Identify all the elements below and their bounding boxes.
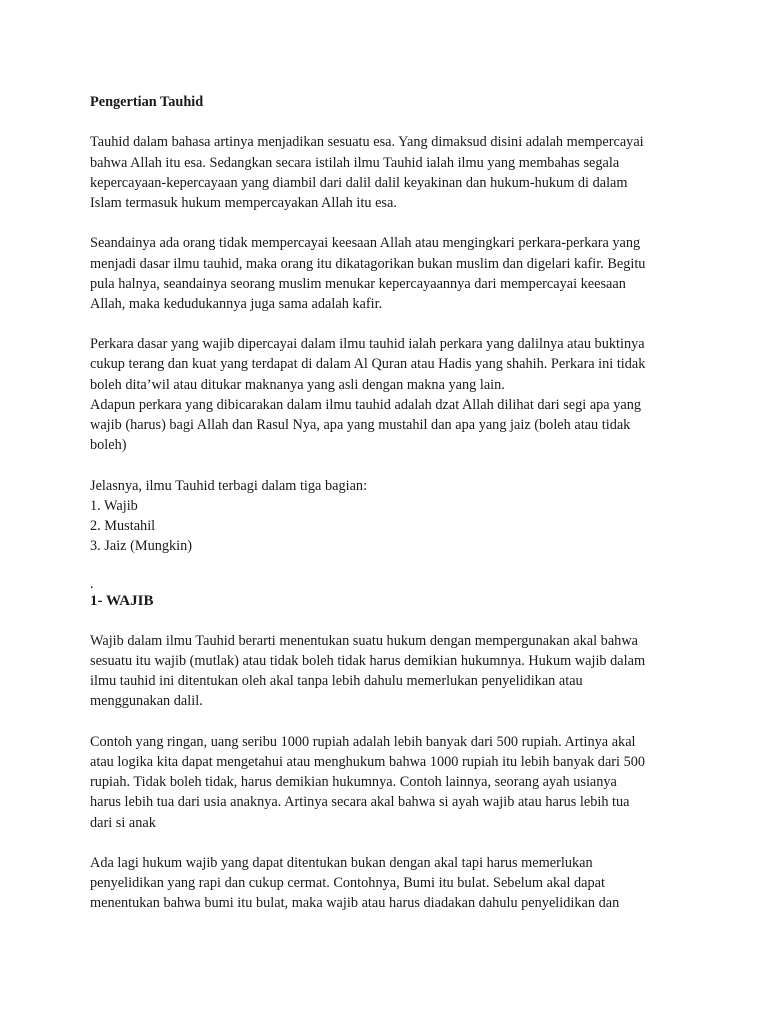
text-line: ilmu tauhid ini ditentukan oleh akal tanpa lebih dahulu memerlukan penyelidikan atau [90, 673, 583, 690]
text-line: atau logika kita dapat mengetahui atau menghukum bahwa 1000 rupiah itu lebih banyak dari 500 [90, 754, 646, 770]
text-line: sesuatu itu wajib (mutlak) atau tidak boleh tidak harus demikian hukumnya. Hukum wajib dalam [90, 653, 646, 670]
text-line: Perkara dasar yang wajib dipercayai dalam ilmu tauhid ialah perkara yang dalilnya atau buktinya [90, 336, 645, 353]
text-line: Jelasnya, ilmu Tauhid terbagi dalam tiga bagian: [90, 477, 368, 494]
spacer [90, 112, 690, 132]
text-line: Allah, maka kedudukannya juga sama adalah kafir. [90, 295, 383, 312]
spacer [90, 556, 690, 576]
text-line: Islam termasuk hukum mempercayakan Allah itu esa. [90, 194, 397, 211]
text-line: Adapun perkara yang dibicarakan dalam ilmu tauhid adalah dzat Allah dilihat dari segi apa yang [90, 396, 642, 413]
spacer [90, 611, 690, 631]
text-line: wajib (harus) bagi Allah dan Rasul Nya, apa yang mustahil dan apa yang jaiz (boleh atau tidak [90, 417, 631, 433]
paragraph-definition [90, 132, 690, 213]
text-line: pula halnya, seandainya seorang muslim menukar kepercayaannya dari mempercayai keesaan [90, 275, 626, 292]
section-heading-wajib: 1- WAJIB [90, 592, 154, 609]
document-body [90, 92, 690, 914]
paragraph-bagian-list [90, 476, 690, 557]
text-line: dari si anak [90, 814, 156, 831]
text-line: Wajib dalam ilmu Tauhid berarti menentukan suatu hukum dengan mempergunakan akal bahwa [90, 632, 638, 649]
paragraph-hukum-wajib-lain [90, 853, 690, 914]
text-line: cukup terang dan kuat yang terdapat di dalam Al Quran atau Hadis yang shahih. Perkara ini tidak [90, 356, 646, 373]
text-line: menentukan bahwa bumi itu bulat, maka wajib atau harus diadakan dahulu penyelidikan dan [90, 895, 620, 912]
paragraph-kafir [90, 233, 690, 314]
paragraph-perkara-dasar [90, 334, 690, 455]
text-line: penyelidikan yang rapi dan cukup cermat. Contohnya, Bumi itu bulat. Sebelum akal dapat [90, 875, 605, 892]
text-line: harus lebih tua dari usia anaknya. Artinya secara akal bahwa si ayah wajib atau harus lebih tua [90, 794, 630, 811]
spacer [90, 712, 690, 732]
list-item: 3. Jaiz (Mungkin) [90, 538, 193, 555]
paragraph-contoh [90, 732, 690, 833]
text-line: Contoh yang ringan, uang seribu 1000 rupiah adalah lebih banyak dari 500 rupiah. Artinya akal [90, 733, 636, 750]
text-line: menjadi dasar ilmu tauhid, maka orang itu dikatagorikan bukan muslim dan digelari kafir. Begitu [90, 255, 646, 272]
spacer [90, 213, 690, 233]
text-line: boleh dita’wil atau ditukar maknanya yang asli dengan makna yang lain. [90, 376, 505, 393]
spacer [90, 833, 690, 853]
text-line: Ada lagi hukum wajib yang dapat ditentukan bukan dengan akal tapi harus memerlukan [90, 854, 593, 871]
stray-dot: . [90, 575, 94, 592]
text-line: rupiah. Tidak boleh tidak, harus demikian hukumnya. Contoh lainnya, seorang ayah usianya [90, 774, 617, 791]
text-line: bahwa Allah itu esa. Sedangkan secara istilah ilmu Tauhid ialah ilmu yang membahas segala [90, 154, 620, 171]
list-item: 2. Mustahil [90, 517, 156, 534]
text-line: Tauhid dalam bahasa artinya menjadikan sesuatu esa. Yang dimaksud disini adalah mempercayai [90, 134, 644, 151]
text-line: kepercayaan-kepercayaan yang diambil dari dalil dalil keyakinan dan hukum-hukum di dalam [90, 174, 628, 191]
list-item: 1. Wajib [90, 497, 138, 514]
spacer [90, 455, 690, 475]
page-title: Pengertian Tauhid [90, 94, 204, 110]
text-line: boleh) [90, 437, 127, 454]
spacer [90, 314, 690, 334]
text-line: menggunakan dalil. [90, 693, 203, 710]
text-line: Seandainya ada orang tidak mempercayai keesaan Allah atau mengingkari perkara-perkara yang [90, 235, 641, 252]
paragraph-wajib-definition [90, 631, 690, 712]
